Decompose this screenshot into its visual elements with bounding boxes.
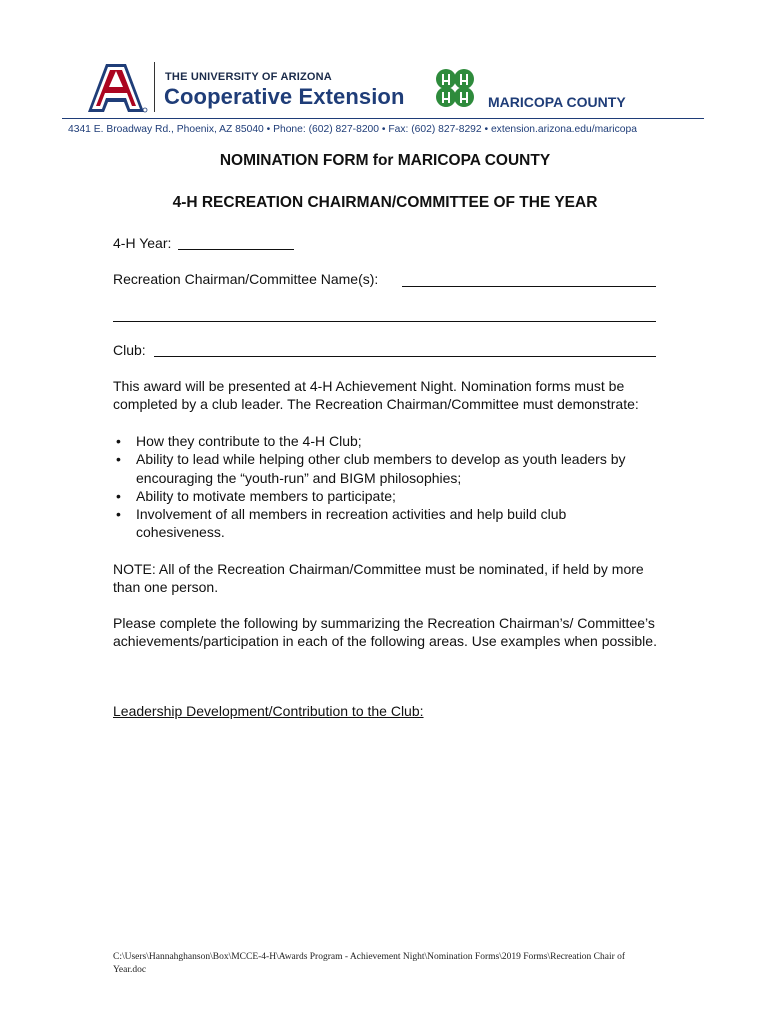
criteria-item: • Ability to motivate members to participate;	[113, 487, 658, 505]
header-rule	[62, 118, 704, 119]
criteria-list	[113, 432, 658, 542]
club-field[interactable]	[154, 356, 656, 357]
county-name: MARICOPA COUNTY	[488, 94, 626, 110]
header-divider	[154, 62, 155, 112]
instructions-paragraph: Please complete the following by summarizing the Recreation Chairman’s/ Committee’s achievements/participation in each of the following areas. Use examples when possible.	[113, 615, 657, 650]
intro-paragraph: This award will be presented at 4-H Achievement Night. Nomination forms must be completed by a club leader. The Recreation Chairman/Committee must demonstrate:	[113, 378, 639, 413]
club-label: Club:	[113, 342, 146, 358]
criteria-item: • Involvement of all members in recreation activities and help build club cohesiveness.	[113, 505, 658, 542]
footer-file-path: C:\Users\Hannahghanson\Box\MCCE-4-H\Awards Program - Achievement Night\Nomination Forms\2019 Forms\Recreation Chair of Year.doc	[113, 952, 626, 975]
four-h-clover-logo	[432, 65, 478, 111]
name-field[interactable]	[402, 286, 656, 287]
unit-name: Cooperative Extension	[164, 84, 405, 109]
section-heading-leadership: Leadership Development/Contribution to the Club:	[113, 703, 424, 719]
year-field[interactable]	[178, 249, 294, 250]
note-paragraph: NOTE: All of the Recreation Chairman/Committee must be nominated, if held by more than one person.	[113, 561, 644, 596]
university-name: THE UNIVERSITY OF ARIZONA	[165, 71, 332, 83]
contact-line: 4341 E. Broadway Rd., Phoenix, AZ 85040 • Phone: (602) 827-8200 • Fax: (602) 827-8292 • extension.arizona.edu/maricopa	[68, 124, 637, 135]
name-label: Recreation Chairman/Committee Name(s):	[113, 271, 379, 287]
award-title: 4-H RECREATION CHAIRMAN/COMMITTEE OF THE YEAR	[172, 194, 598, 211]
criteria-item: • Ability to lead while helping other club members to develop as youth leaders by encouraging the “youth-run” and BIGM philosophies;	[113, 450, 658, 487]
form-title: NOMINATION FORM for MARICOPA COUNTY	[219, 152, 551, 169]
university-a-logo	[84, 62, 148, 114]
year-label: 4-H Year:	[113, 235, 172, 251]
name-field-continued[interactable]	[113, 321, 656, 322]
criteria-item: • How they contribute to the 4-H Club;	[113, 432, 658, 450]
